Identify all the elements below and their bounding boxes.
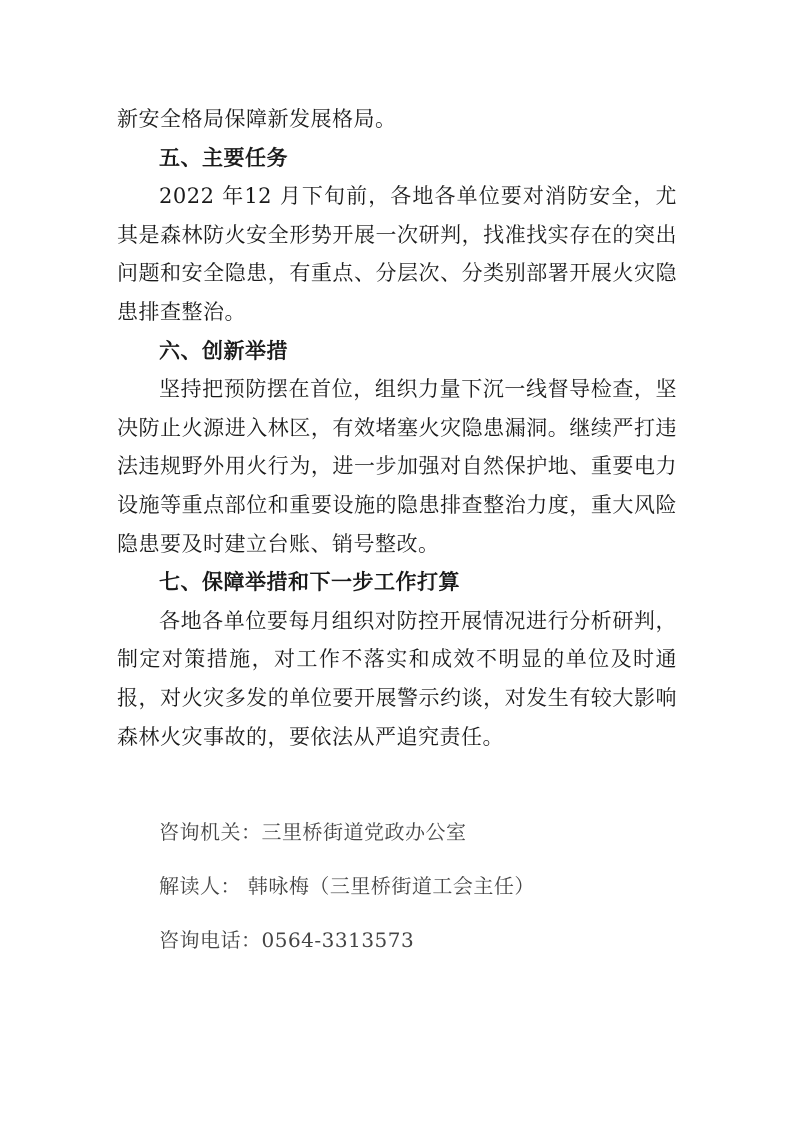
section-heading-innovation: 六、创新举措 [159, 338, 288, 363]
contact-agency: 咨询机关：三里桥街道党政办公室 [159, 820, 467, 844]
section-heading-safeguards: 七、保障举措和下一步工作打算 [159, 570, 460, 595]
section-body-tasks: 2022 年12 月下旬前，各地各单位要对消防安全，尤其是森林防火安全形势开展一次研判，找准找实存在的突出问题和安全隐患，有重点、分层次、分类别部署开展火灾隐患排查整治。 [117, 184, 677, 324]
continued-paragraph: 新安全格局保障新发展格局。 [117, 107, 397, 131]
section-body-safeguards: 各地各单位要每月组织对防控开展情况进行分析研判，制定对策措施，对工作不落实和成效不明显的单位及时通报，对火灾多发的单位要开展警示约谈，对发生有较大影响森林火灾事故的，要依法从严追究责任。 [117, 608, 677, 749]
section-heading-tasks: 五、主要任务 [159, 145, 288, 170]
section-body-innovation: 坚持把预防摆在首位，组织力量下沉一线督导检查，坚决防止火源进入林区，有效堵塞火灾隐患漏洞。继续严打违法违规野外用火行为，进一步加强对自然保护地、重要电力设施等重点部位和重要设施的隐患排查整治力度，重大风险隐患要及时建立台账、销号整改。 [117, 377, 677, 556]
document-body [117, 100, 677, 756]
contact-phone: 咨询电话：0564-3313573 [159, 928, 415, 952]
contact-interpreter: 解读人： 韩咏梅（三里桥街道工会主任） [159, 874, 535, 898]
